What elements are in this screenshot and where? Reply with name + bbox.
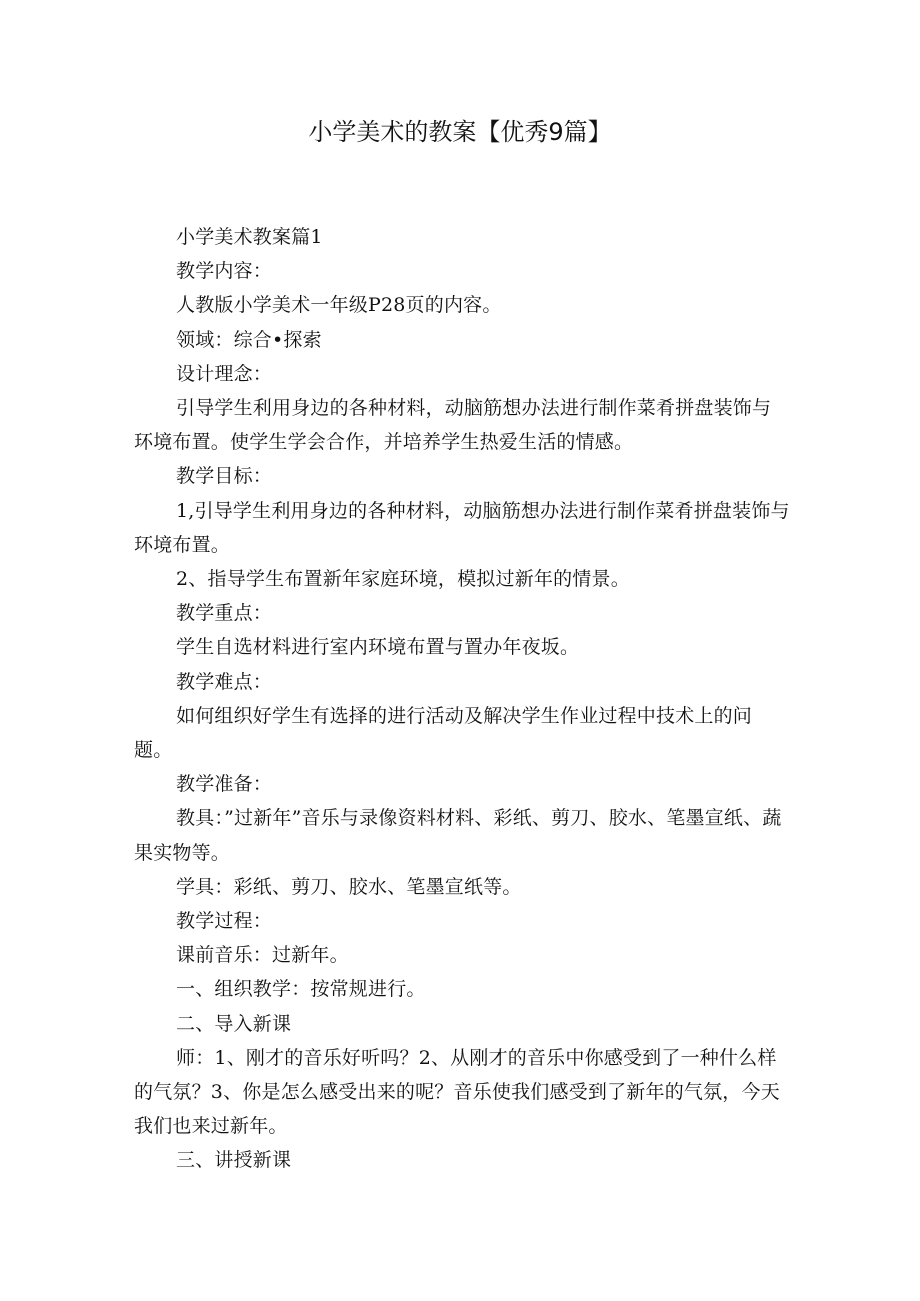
paragraph: 如何组织好学生有选择的进行活动及解决学生作业过程中技术上的问题。 bbox=[134, 704, 753, 762]
section-heading: 小学美术教案篇1 bbox=[176, 226, 323, 248]
paragraph: 二、导入新课 bbox=[176, 1012, 292, 1035]
paragraph: 教学重点： bbox=[176, 602, 273, 625]
paragraph: 教学难点： bbox=[176, 670, 273, 693]
paragraph: 师：1、刚才的音乐好听吗？2、从刚才的音乐中你感受到了一种什么样的气氛？3、你是怎么感受出来的呢？音乐使我们感受到了新年的气氛，今天我们也来过新年。 bbox=[134, 1046, 780, 1138]
document-body bbox=[134, 220, 790, 1178]
paragraph: 2、指导学生布置新年家庭环境，模拟过新年的情景。 bbox=[176, 568, 630, 591]
paragraph: 领域：综合•探索 bbox=[176, 328, 322, 351]
paragraph: 课前音乐：过新年。 bbox=[176, 944, 349, 967]
paragraph: 教具：”过新年”音乐与录像资料材料、彩纸、剪刀、胶水、笔墨宣纸、蔬果实物等。 bbox=[134, 807, 782, 864]
paragraph: 一、组织教学：按常规进行。 bbox=[176, 978, 426, 1001]
document-title: 小学美术的教案【优秀9篇】 bbox=[308, 118, 612, 146]
paragraph: 三、讲授新课 bbox=[176, 1149, 292, 1172]
paragraph: 设计理念： bbox=[176, 362, 273, 385]
paragraph: 1,引导学生利用身边的各种材料，动脑筋想办法进行制作菜肴拼盘装饰与环境布置。 bbox=[134, 499, 790, 556]
paragraph: 学生自选材料进行室内环境布置与置办年夜坂。 bbox=[176, 636, 580, 659]
paragraph: 教学过程： bbox=[176, 910, 273, 933]
paragraph: 教学内容： bbox=[176, 260, 273, 283]
paragraph: 引导学生利用身边的各种材料，动脑筋想办法进行制作菜肴拼盘装饰与环境布置。使学生学会合作，并培养学生热爱生活的情感。 bbox=[134, 397, 772, 454]
paragraph: 学具：彩纸、剪刀、胶水、笔墨宣纸等。 bbox=[176, 875, 522, 898]
paragraph: 教学目标： bbox=[176, 465, 273, 488]
paragraph: 教学准备： bbox=[176, 773, 273, 796]
paragraph: 人教版小学美术一年级P28页的内容。 bbox=[176, 294, 502, 317]
